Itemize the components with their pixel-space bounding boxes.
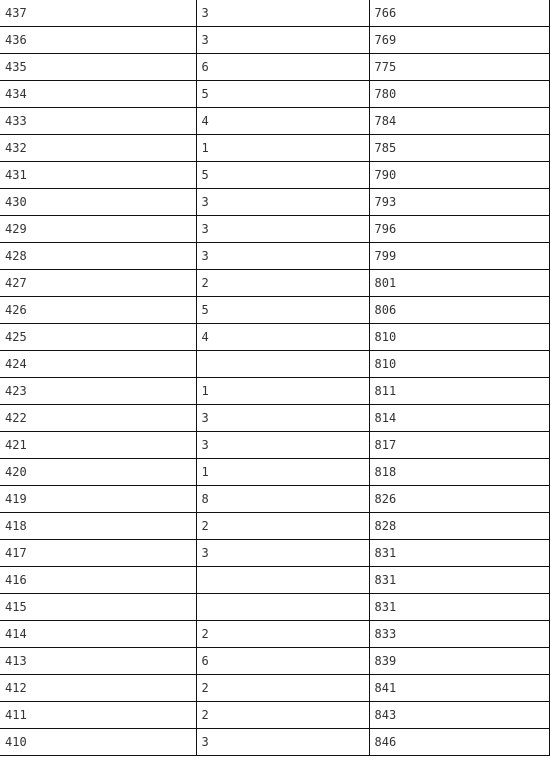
cumulative-cell: 769 xyxy=(369,27,549,54)
table-row xyxy=(0,432,549,459)
count-cell: 5 xyxy=(196,81,369,108)
table-row xyxy=(0,729,549,756)
cumulative-cell: 799 xyxy=(369,243,549,270)
table-row xyxy=(0,378,549,405)
table-row xyxy=(0,540,549,567)
cumulative-cell: 785 xyxy=(369,135,549,162)
count-cell xyxy=(196,351,369,378)
score-cell: 414 xyxy=(0,621,196,648)
count-cell: 3 xyxy=(196,216,369,243)
cumulative-cell: 843 xyxy=(369,702,549,729)
table-row xyxy=(0,513,549,540)
cumulative-cell: 839 xyxy=(369,648,549,675)
score-cell: 432 xyxy=(0,135,196,162)
cumulative-cell: 831 xyxy=(369,594,549,621)
count-cell: 3 xyxy=(196,405,369,432)
table-row xyxy=(0,27,549,54)
cumulative-cell: 766 xyxy=(369,0,549,27)
score-cell: 419 xyxy=(0,486,196,513)
score-cell: 425 xyxy=(0,324,196,351)
cumulative-cell: 846 xyxy=(369,729,549,756)
table-row xyxy=(0,459,549,486)
cumulative-cell: 784 xyxy=(369,108,549,135)
count-cell: 3 xyxy=(196,540,369,567)
table-row xyxy=(0,81,549,108)
score-cell: 418 xyxy=(0,513,196,540)
count-cell: 5 xyxy=(196,162,369,189)
score-cell: 424 xyxy=(0,351,196,378)
score-cell: 421 xyxy=(0,432,196,459)
count-cell: 5 xyxy=(196,297,369,324)
table-row xyxy=(0,621,549,648)
count-cell xyxy=(196,594,369,621)
score-cell: 436 xyxy=(0,27,196,54)
score-cell: 430 xyxy=(0,189,196,216)
table-row xyxy=(0,351,549,378)
score-cell: 429 xyxy=(0,216,196,243)
count-cell xyxy=(196,567,369,594)
cumulative-cell: 828 xyxy=(369,513,549,540)
cumulative-cell: 841 xyxy=(369,675,549,702)
count-cell: 4 xyxy=(196,108,369,135)
cumulative-cell: 801 xyxy=(369,270,549,297)
count-cell: 8 xyxy=(196,486,369,513)
table-row xyxy=(0,324,549,351)
table-row xyxy=(0,297,549,324)
score-cell: 412 xyxy=(0,675,196,702)
count-cell: 3 xyxy=(196,243,369,270)
table-row xyxy=(0,243,549,270)
table-row xyxy=(0,216,549,243)
count-cell: 2 xyxy=(196,621,369,648)
score-cell: 435 xyxy=(0,54,196,81)
table-row xyxy=(0,270,549,297)
score-cell: 433 xyxy=(0,108,196,135)
count-cell: 1 xyxy=(196,135,369,162)
score-cell: 428 xyxy=(0,243,196,270)
cumulative-cell: 796 xyxy=(369,216,549,243)
cumulative-cell: 831 xyxy=(369,540,549,567)
score-cell: 416 xyxy=(0,567,196,594)
cumulative-cell: 810 xyxy=(369,351,549,378)
count-cell: 3 xyxy=(196,27,369,54)
table-row xyxy=(0,54,549,81)
score-cell: 420 xyxy=(0,459,196,486)
table-row xyxy=(0,567,549,594)
cumulative-cell: 817 xyxy=(369,432,549,459)
count-cell: 6 xyxy=(196,54,369,81)
table-row xyxy=(0,648,549,675)
cumulative-cell: 833 xyxy=(369,621,549,648)
cumulative-cell: 810 xyxy=(369,324,549,351)
cumulative-cell: 831 xyxy=(369,567,549,594)
table-row xyxy=(0,405,549,432)
table-row xyxy=(0,108,549,135)
cumulative-cell: 775 xyxy=(369,54,549,81)
cumulative-cell: 818 xyxy=(369,459,549,486)
cumulative-cell: 814 xyxy=(369,405,549,432)
table-row xyxy=(0,189,549,216)
table-row xyxy=(0,675,549,702)
count-cell: 2 xyxy=(196,702,369,729)
cumulative-cell: 790 xyxy=(369,162,549,189)
cumulative-cell: 793 xyxy=(369,189,549,216)
count-cell: 3 xyxy=(196,432,369,459)
count-cell: 1 xyxy=(196,378,369,405)
score-cell: 437 xyxy=(0,0,196,27)
table-row xyxy=(0,486,549,513)
count-cell: 4 xyxy=(196,324,369,351)
table-row xyxy=(0,162,549,189)
count-cell: 3 xyxy=(196,189,369,216)
score-cell: 423 xyxy=(0,378,196,405)
count-cell: 3 xyxy=(196,0,369,27)
count-cell: 2 xyxy=(196,675,369,702)
table-row xyxy=(0,0,549,27)
score-cell: 431 xyxy=(0,162,196,189)
count-cell: 2 xyxy=(196,513,369,540)
score-cell: 434 xyxy=(0,81,196,108)
count-cell: 1 xyxy=(196,459,369,486)
count-cell: 2 xyxy=(196,270,369,297)
score-cell: 417 xyxy=(0,540,196,567)
score-cell: 413 xyxy=(0,648,196,675)
cumulative-cell: 780 xyxy=(369,81,549,108)
count-cell: 6 xyxy=(196,648,369,675)
cumulative-cell: 806 xyxy=(369,297,549,324)
cumulative-cell: 811 xyxy=(369,378,549,405)
count-cell: 3 xyxy=(196,729,369,756)
score-cell: 426 xyxy=(0,297,196,324)
score-cell: 427 xyxy=(0,270,196,297)
table-row xyxy=(0,135,549,162)
score-cell: 411 xyxy=(0,702,196,729)
score-cell: 422 xyxy=(0,405,196,432)
score-cell: 410 xyxy=(0,729,196,756)
cumulative-cell: 826 xyxy=(369,486,549,513)
table-row xyxy=(0,594,549,621)
score-cell: 415 xyxy=(0,594,196,621)
table-row xyxy=(0,702,549,729)
